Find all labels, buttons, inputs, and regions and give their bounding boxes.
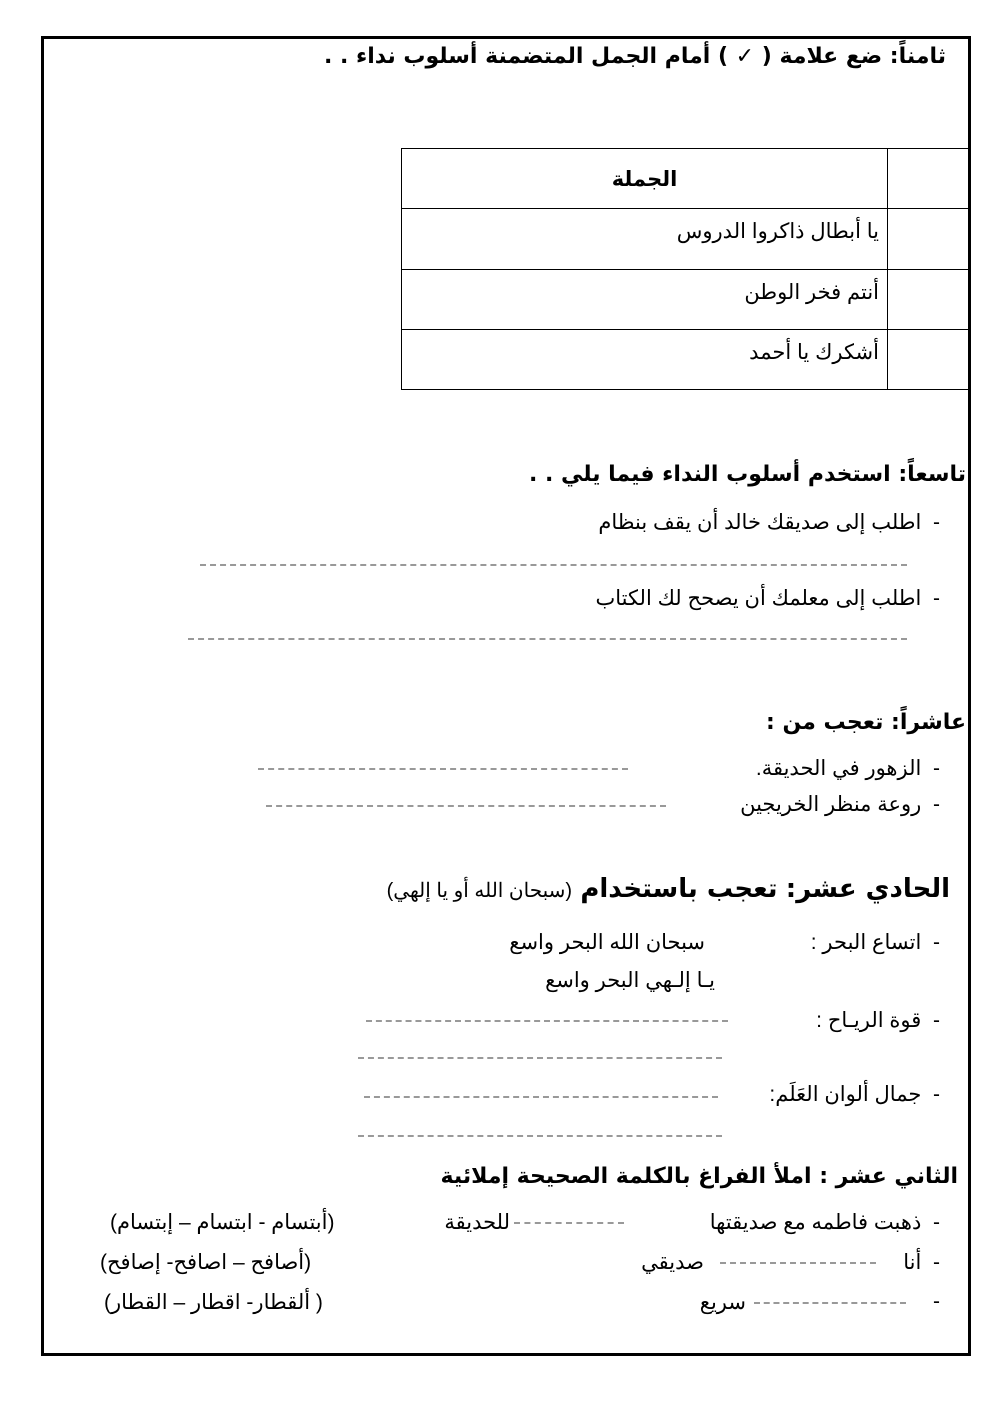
table-row [402,209,969,269]
item-text: أنا [903,1251,922,1274]
section9-instruction: استخدم أسلوب النداء فيما يلي . . [528,462,891,487]
options-text: (أصافح – اصافح- إصافح) [100,1251,312,1274]
example-item: - اتساع البحر : [810,931,940,954]
list-item: - اطلب إلى صديقك خالد أن يقف بنظام [598,511,940,534]
answer-line[interactable] [366,1020,728,1022]
list-item: - اطلب إلى معلمك أن يصحح لك الكتاب [595,587,940,610]
answer-line[interactable] [358,1057,722,1059]
answer-line[interactable] [358,1135,722,1137]
list-item: - الزهور في الحديقة. [755,757,940,780]
example-answer2: يـا إلـهي البحر واسع [545,969,715,992]
section10-number: عاشراً [899,710,966,735]
section10-instruction: تعجب من : [766,710,884,735]
answer-line[interactable] [188,638,907,640]
sentence-column-header: الجملة [402,149,888,209]
blank-line[interactable] [720,1262,876,1264]
section12-number: الثاني عشر [835,1164,958,1189]
item-text: اطلب إلى صديقك خالد أن يقف بنظام [598,511,922,534]
item-text-after: للحديقة [444,1211,510,1234]
item-text: اطلب إلى معلمك أن يصحح لك الكتاب [595,587,922,610]
section9-heading: تاسعاً: استخدم أسلوب النداء فيما يلي . . [528,462,966,487]
sentence-cell: يا أبطال ذاكروا الدروس [402,209,888,269]
section12-heading: الثاني عشر : املأ الفراغ بالكلمة الصحيحة إملائية [440,1164,958,1189]
check-cell[interactable] [888,209,969,269]
list-item: - قوة الريـاح : [816,1009,940,1032]
item-text: قوة الريـاح : [816,1009,922,1032]
table-header-row [402,149,969,209]
section11-hint: (سبحان الله أو يا إلهي) [386,880,573,902]
section11-number: الحادي عشر [796,874,950,904]
check-cell[interactable] [888,329,969,389]
answer-line[interactable] [258,768,628,770]
item-text: روعة منظر الخريجين [740,793,922,816]
section8-heading: ثامناً: ضع علامة ( ✓ ) أمام الجمل المتضمنة أسلوب نداء . . [323,44,946,69]
item-text-after: صديقي [641,1251,704,1274]
item-text: الزهور في الحديقة. [755,757,922,780]
answer-line[interactable] [364,1096,718,1098]
list-item: - أنا [903,1251,940,1274]
list-item: - ذهبت فاطمه مع صديقتها [709,1211,940,1234]
blank-line[interactable] [514,1222,624,1224]
section11-heading: الحادي عشر: تعجب باستخدام (سبحان الله أو يا إلهي) [386,874,950,904]
section11-instruction: تعجب باستخدام [580,874,778,904]
section12-instruction: املأ الفراغ بالكلمة الصحيحة إملائية [440,1164,812,1189]
table-row [402,329,969,389]
item-text: ذهبت فاطمه مع صديقتها [709,1211,922,1234]
options-text: ( ألقطار- اقطار – القطار) [104,1291,323,1314]
list-item: - روعة منظر الخريجين [740,793,940,816]
example-answer1: سبحان الله البحر واسع [509,931,705,954]
check-cell[interactable] [888,269,969,329]
item-text-after: سريع [699,1291,746,1314]
section9-number: تاسعاً [907,462,966,487]
answer-line[interactable] [200,564,907,566]
options-text: (أبتسام - ابتسام – إبتسام) [110,1211,335,1234]
sentences-table [401,148,969,390]
list-item: - [933,1290,940,1313]
item-text: جمال ألوان العَلَم: [769,1083,922,1106]
sentence-cell: أنتم فخر الوطن [402,269,888,329]
list-item: - جمال ألوان العَلَم: [769,1083,940,1106]
table-row [402,269,969,329]
example-label: اتساع البحر : [810,931,922,954]
section8-instruction: ضع علامة ( ✓ ) أمام الجمل المتضمنة أسلوب نداء . . [323,44,883,69]
section8-number: ثامناً [898,44,946,69]
answer-line[interactable] [266,805,666,807]
sentence-cell: أشكرك يا أحمد [402,329,888,389]
section10-heading: عاشراً: تعجب من : [766,710,966,735]
blank-line[interactable] [754,1302,906,1304]
check-column-header [888,149,969,209]
